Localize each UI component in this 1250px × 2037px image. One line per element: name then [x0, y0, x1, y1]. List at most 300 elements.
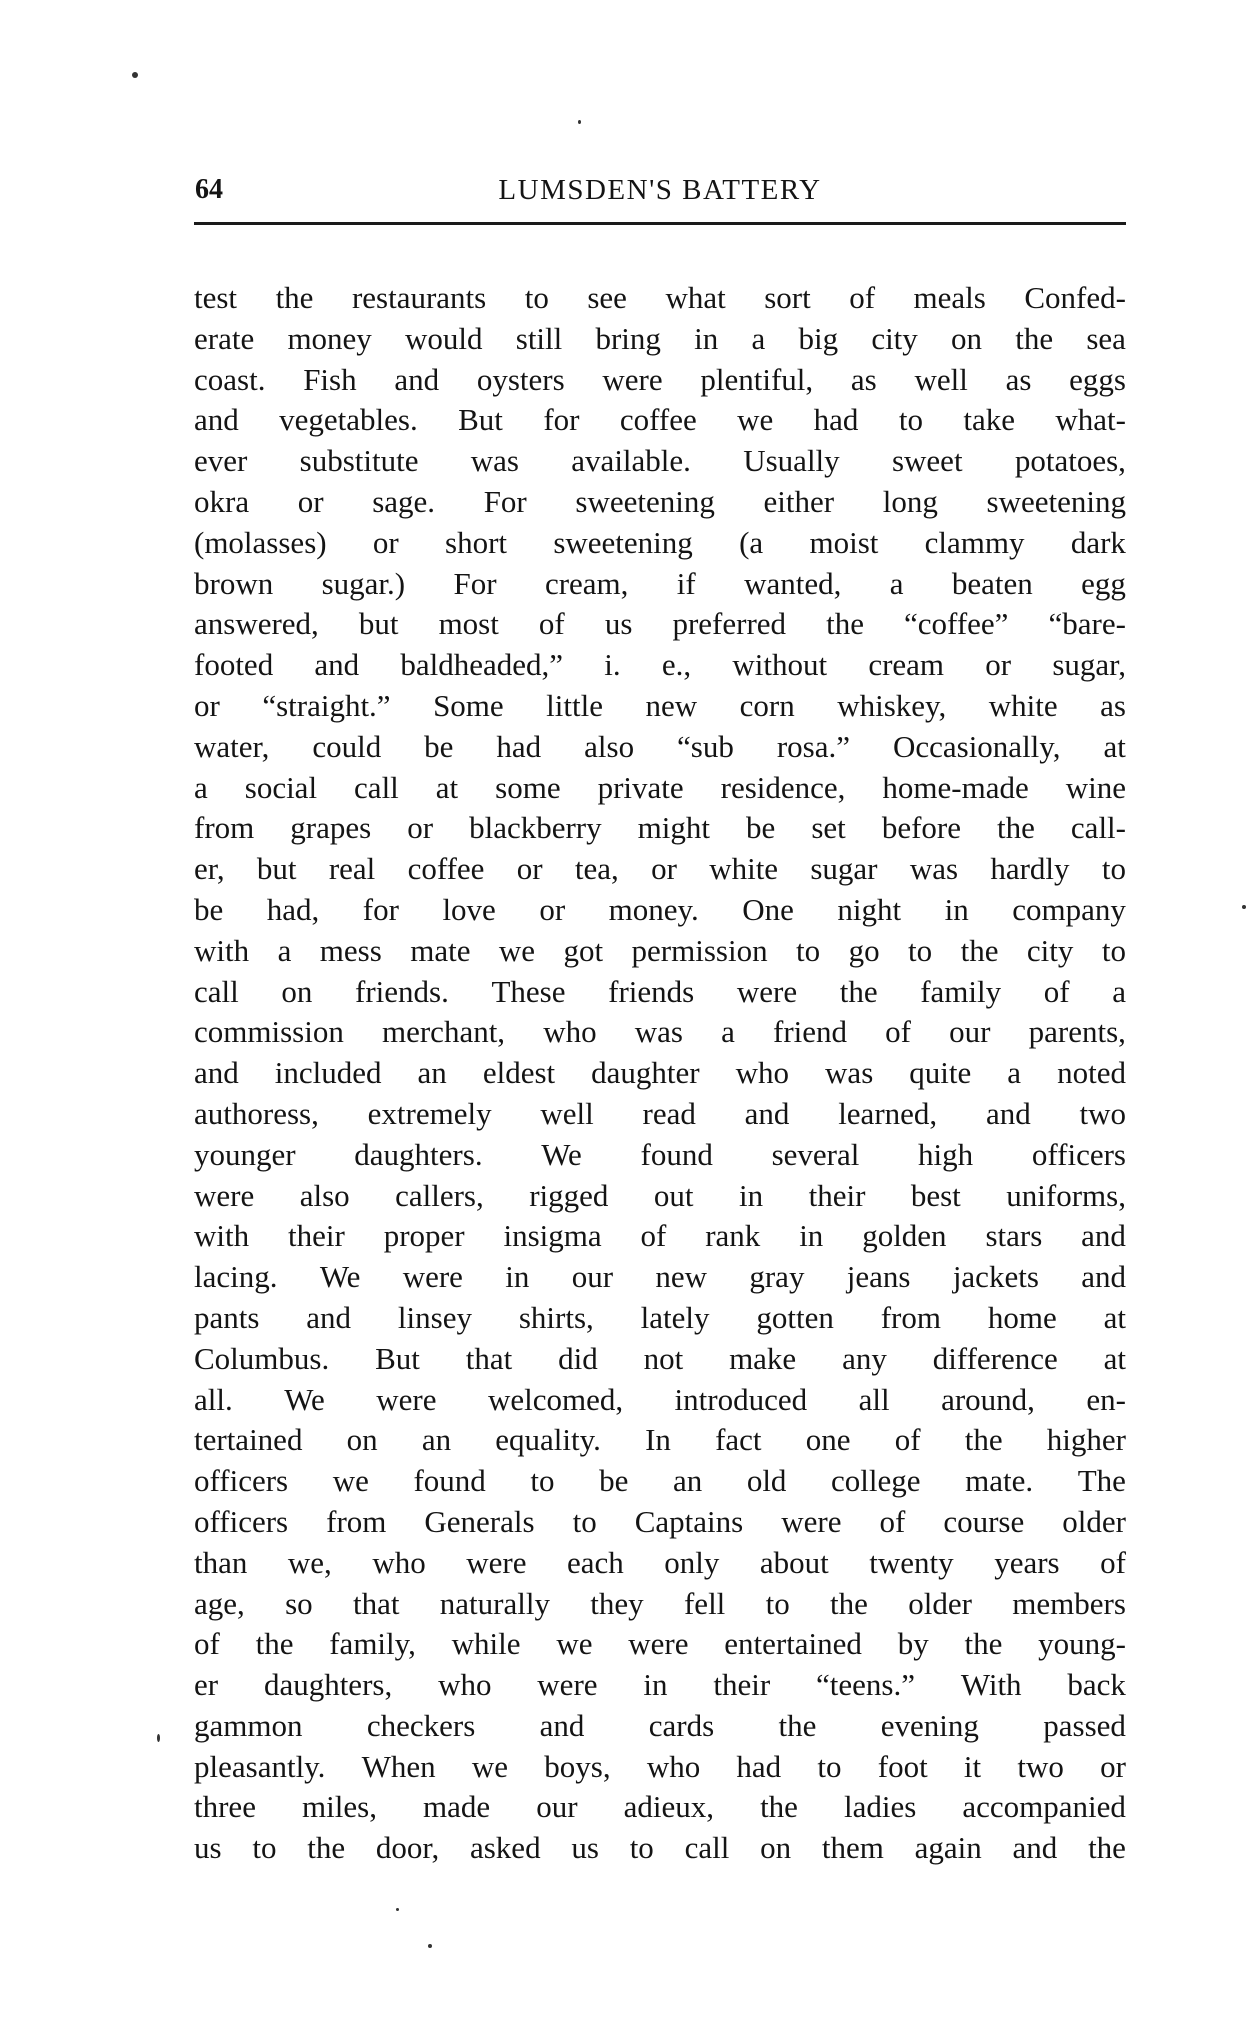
word: insigma — [503, 1218, 602, 1254]
word: meals — [913, 280, 986, 315]
word: we, — [287, 1544, 332, 1580]
word: quite — [909, 1055, 972, 1091]
word: to — [765, 1585, 790, 1621]
word: back — [1067, 1667, 1126, 1703]
word: vegetables. — [279, 402, 418, 438]
text-line — [194, 1380, 1126, 1421]
word: shirts, — [518, 1299, 594, 1335]
word: oysters — [476, 361, 565, 397]
text-line — [194, 523, 1126, 564]
word: who — [372, 1544, 426, 1580]
word: introduced — [674, 1381, 808, 1417]
page-number: 64 — [195, 174, 223, 205]
word: or — [372, 524, 399, 560]
word: sweetening — [575, 483, 715, 519]
word: could — [312, 728, 382, 764]
text-line — [194, 1502, 1126, 1543]
word: again — [914, 1830, 982, 1866]
word: us — [604, 606, 633, 642]
word: city — [871, 320, 918, 356]
word: passed — [1043, 1707, 1126, 1743]
word: to — [530, 1463, 555, 1499]
scan-speck — [396, 1908, 399, 1911]
word: er, — [194, 851, 225, 887]
text-line — [194, 564, 1126, 605]
word: a — [1112, 973, 1126, 1009]
word: us — [571, 1830, 599, 1866]
word: tea, — [574, 851, 619, 887]
word: before — [881, 810, 961, 846]
word: at — [1103, 728, 1126, 764]
word: of — [885, 1014, 911, 1050]
word: substitute — [299, 443, 419, 479]
word: preferred — [672, 606, 787, 642]
word: gammon — [194, 1707, 303, 1743]
word: sweetening — [986, 483, 1126, 519]
word: potatoes, — [1014, 443, 1126, 479]
word: all. — [194, 1381, 233, 1417]
word: at — [435, 769, 459, 805]
word: plentiful, — [700, 361, 814, 397]
word: with — [194, 932, 250, 968]
text-line — [194, 931, 1126, 972]
word: the — [255, 1626, 294, 1662]
word: found — [640, 1136, 713, 1172]
word: they — [590, 1585, 644, 1621]
text-line — [194, 360, 1126, 401]
word: Some — [433, 687, 504, 723]
word: merchant, — [381, 1014, 506, 1050]
word: friends — [608, 973, 695, 1009]
word: would — [405, 320, 483, 356]
word: daughters, — [263, 1667, 393, 1703]
word: naturally — [439, 1585, 550, 1621]
word: sweet — [891, 443, 963, 479]
text-line — [194, 1298, 1126, 1339]
word: For — [483, 483, 527, 519]
word: or — [194, 687, 220, 723]
word: any — [842, 1340, 887, 1376]
word: uniforms, — [1006, 1177, 1126, 1213]
word: who — [438, 1667, 492, 1703]
word: we — [471, 1748, 509, 1784]
word: had — [496, 728, 542, 764]
word: either — [763, 483, 835, 519]
word: money — [287, 320, 372, 356]
running-title: LUMSDEN'S BATTERY — [498, 174, 822, 206]
word: real — [328, 851, 376, 887]
word: we — [737, 402, 774, 438]
text-line — [194, 1543, 1126, 1584]
text-line — [194, 727, 1126, 768]
word: the — [960, 932, 999, 968]
word: night — [837, 891, 902, 927]
word: i. — [604, 647, 621, 683]
word: short — [445, 524, 508, 560]
word: okra — [194, 483, 250, 519]
word: call- — [1070, 810, 1126, 846]
word: and — [1081, 1218, 1126, 1254]
word: permission — [631, 932, 768, 968]
word: “teens.” — [816, 1667, 915, 1703]
word: whiskey, — [837, 687, 947, 723]
word: were — [781, 1503, 842, 1539]
word: well — [914, 361, 968, 397]
word: or — [516, 851, 543, 887]
word: what — [665, 280, 726, 315]
word: jackets — [952, 1259, 1039, 1295]
word: long — [882, 483, 938, 519]
word: a — [277, 932, 292, 968]
word: be — [194, 891, 224, 927]
word: extremely — [367, 1095, 492, 1131]
word: money. — [608, 891, 699, 927]
word: we — [332, 1463, 369, 1499]
text-line — [194, 278, 1126, 319]
word: Fish — [303, 361, 357, 397]
word: were — [194, 1177, 255, 1213]
word: bring — [595, 320, 661, 356]
word: and — [1012, 1830, 1058, 1866]
word: pleasantly. — [194, 1748, 326, 1784]
header-rule — [194, 222, 1126, 225]
word: sage. — [372, 483, 436, 519]
word: coast. — [194, 361, 266, 397]
word: young- — [1038, 1626, 1126, 1662]
word: without — [732, 647, 828, 683]
word: for — [543, 402, 580, 438]
word: who — [543, 1014, 597, 1050]
word: found — [413, 1463, 486, 1499]
word: We — [319, 1259, 361, 1295]
word: got — [563, 932, 604, 968]
word: at — [1103, 1299, 1126, 1335]
word: best — [910, 1177, 961, 1213]
text-line — [194, 1665, 1126, 1706]
word: equality. — [495, 1422, 601, 1458]
word: gray — [749, 1259, 805, 1295]
word: coffee — [619, 402, 697, 438]
word: pants — [194, 1299, 260, 1335]
word: our — [571, 1259, 614, 1295]
word: a — [721, 1014, 735, 1050]
word: big — [798, 320, 839, 356]
word: water, — [194, 728, 270, 764]
text-line — [194, 319, 1126, 360]
word: sugar, — [1052, 647, 1126, 683]
word: an — [672, 1463, 703, 1499]
word: (a — [739, 524, 764, 560]
word: home-made — [882, 769, 1029, 805]
word: out — [653, 1177, 694, 1213]
word: commission — [194, 1014, 344, 1050]
word: in — [505, 1259, 530, 1295]
word: sweetening — [553, 524, 693, 560]
word: egg — [1081, 565, 1126, 601]
word: mate — [410, 932, 471, 968]
word: fell — [683, 1585, 726, 1621]
word: on — [281, 973, 313, 1009]
word: Occasionally, — [892, 728, 1061, 764]
word: checkers — [366, 1707, 476, 1743]
word: One — [742, 891, 794, 927]
word: parents, — [1028, 1014, 1126, 1050]
word: But — [458, 402, 503, 438]
word: “coffee” — [904, 606, 1009, 642]
word: Confed- — [1024, 280, 1126, 315]
word: a — [751, 320, 766, 356]
word: family — [920, 973, 1002, 1009]
text-line — [194, 849, 1126, 890]
word: lately — [640, 1299, 710, 1335]
word: were — [466, 1544, 527, 1580]
word: in — [643, 1667, 668, 1703]
word: and — [194, 1055, 239, 1091]
word: while — [451, 1626, 521, 1662]
word: “straight.” — [262, 687, 391, 723]
word: we — [556, 1626, 593, 1662]
word: was — [634, 1014, 683, 1050]
word: of — [194, 1626, 220, 1662]
word: to — [629, 1830, 654, 1866]
page-header — [195, 170, 1125, 212]
word: proper — [383, 1218, 465, 1254]
word: older — [908, 1585, 972, 1621]
text-line — [194, 482, 1126, 523]
word: their — [808, 1177, 866, 1213]
word: eldest — [482, 1055, 556, 1091]
word: also — [584, 728, 635, 764]
word: corn — [739, 687, 795, 723]
word: linsey — [397, 1299, 472, 1335]
word: the — [307, 1830, 346, 1866]
text-line — [194, 1420, 1126, 1461]
word: of — [1043, 973, 1070, 1009]
word: rigged — [529, 1177, 609, 1213]
word: difference — [932, 1340, 1058, 1376]
word: were — [402, 1259, 463, 1295]
scan-speck — [132, 72, 138, 78]
word: the — [839, 973, 878, 1009]
word: to — [796, 932, 821, 968]
word: for — [362, 891, 399, 927]
word: sugar — [810, 851, 878, 887]
word: were — [537, 1667, 598, 1703]
word: higher — [1046, 1422, 1126, 1458]
word: ladies — [844, 1789, 917, 1825]
word: had — [736, 1748, 782, 1784]
word: moist — [809, 524, 879, 560]
scan-speck — [578, 120, 581, 124]
word: twenty — [869, 1544, 954, 1580]
word: to — [524, 280, 549, 315]
word: younger — [194, 1136, 296, 1172]
word: and — [1081, 1259, 1126, 1295]
text-line — [194, 1094, 1126, 1135]
word: older — [1062, 1503, 1126, 1539]
word: sea — [1086, 320, 1126, 356]
word: several — [771, 1136, 860, 1172]
word: their — [288, 1218, 345, 1254]
word: residence, — [720, 769, 846, 805]
word: er — [194, 1667, 219, 1703]
word: foot — [877, 1748, 928, 1784]
word: were — [376, 1381, 437, 1417]
word: their — [713, 1667, 771, 1703]
text-line — [194, 808, 1126, 849]
text-line — [194, 1747, 1126, 1788]
word: who — [735, 1055, 790, 1091]
word: dark — [1070, 524, 1126, 560]
word: still — [515, 320, 563, 356]
word: with — [194, 1218, 250, 1254]
word: answered, — [194, 606, 319, 642]
word: “sub — [677, 728, 734, 764]
word: be — [424, 728, 454, 764]
word: social — [244, 769, 318, 805]
text-line — [194, 400, 1126, 441]
word: company — [1012, 891, 1126, 927]
word: door, — [375, 1830, 440, 1866]
word: as — [850, 361, 877, 397]
word: make — [729, 1340, 797, 1376]
text-line — [194, 890, 1126, 931]
word: fact — [715, 1422, 762, 1458]
word: our — [536, 1789, 578, 1825]
word: learned, — [838, 1095, 938, 1131]
word: only — [664, 1544, 720, 1580]
word: and — [306, 1299, 352, 1335]
word: When — [361, 1748, 436, 1784]
word: not — [643, 1340, 684, 1376]
text-line — [194, 1257, 1126, 1298]
word: had — [813, 402, 859, 438]
word: Captains — [634, 1503, 744, 1539]
word: eggs — [1069, 361, 1126, 397]
word: cards — [648, 1707, 715, 1743]
word: friends. — [355, 973, 449, 1009]
word: rosa.” — [776, 728, 850, 764]
word: had, — [266, 891, 320, 927]
word: college — [831, 1463, 921, 1499]
word: sugar.) — [321, 565, 406, 601]
word: e., — [661, 647, 692, 683]
word: that — [352, 1585, 400, 1621]
word: call — [354, 769, 399, 805]
word: some — [495, 769, 561, 805]
word: officers — [194, 1463, 289, 1499]
word: love — [442, 891, 496, 927]
text-line — [194, 1787, 1126, 1828]
word: each — [566, 1544, 624, 1580]
word: city — [1026, 932, 1074, 968]
word: family, — [329, 1626, 416, 1662]
word: to — [252, 1830, 277, 1866]
word: or — [297, 483, 324, 519]
word: grapes — [290, 810, 372, 846]
word: take — [963, 402, 1015, 438]
word: at — [1103, 1340, 1126, 1376]
word: to — [1101, 932, 1126, 968]
word: baldheaded,” — [400, 647, 564, 683]
word: restaurants — [351, 280, 487, 315]
word: For — [453, 565, 497, 601]
word: to — [908, 932, 933, 968]
word: mess — [319, 932, 382, 968]
word: blackberry — [469, 810, 602, 846]
word: en- — [1086, 1381, 1126, 1417]
word: of — [894, 1422, 921, 1458]
word: were — [736, 973, 798, 1009]
word: if — [676, 565, 696, 601]
word: in — [738, 1177, 764, 1213]
word: cream, — [544, 565, 629, 601]
word: was — [470, 443, 519, 479]
word: also — [299, 1177, 350, 1213]
text-line — [194, 1828, 1126, 1869]
word: old — [746, 1463, 787, 1499]
word: wanted, — [744, 565, 842, 601]
word: to — [572, 1503, 597, 1539]
word: gotten — [756, 1299, 834, 1335]
word: accompanied — [962, 1789, 1126, 1825]
word: were — [628, 1626, 689, 1662]
word: as — [1100, 687, 1126, 723]
word: jeans — [846, 1259, 911, 1295]
word: to — [898, 402, 923, 438]
word: available. — [571, 443, 691, 479]
text-line — [194, 972, 1126, 1013]
word: wine — [1065, 769, 1126, 805]
word: three — [194, 1789, 256, 1825]
word: them — [821, 1830, 884, 1866]
word: hardly — [990, 851, 1070, 887]
word: the — [826, 606, 864, 642]
word: see — [587, 280, 627, 315]
word: test — [194, 280, 238, 315]
word: boys, — [544, 1748, 611, 1784]
word: two — [1079, 1095, 1126, 1131]
word: an — [421, 1422, 452, 1458]
text-line — [194, 1012, 1126, 1053]
word: private — [597, 769, 684, 805]
text-line — [194, 604, 1126, 645]
word: evening — [880, 1707, 979, 1743]
word: we — [498, 932, 536, 968]
word: on — [951, 320, 983, 356]
word: the — [964, 1422, 1003, 1458]
text-line — [194, 1176, 1126, 1217]
word: With — [960, 1667, 1022, 1703]
word: and — [394, 361, 440, 397]
text-line — [194, 1706, 1126, 1747]
word: us — [194, 1830, 222, 1866]
word: the — [964, 1626, 1003, 1662]
word: in — [799, 1218, 824, 1254]
word: cream — [868, 647, 945, 683]
word: In — [645, 1422, 671, 1458]
word: than — [194, 1544, 248, 1580]
word: and — [985, 1095, 1031, 1131]
word: friend — [773, 1014, 848, 1050]
word: of — [640, 1218, 667, 1254]
word: asked — [469, 1830, 541, 1866]
word: a — [889, 565, 904, 601]
word: miles, — [302, 1789, 377, 1825]
word: The — [1077, 1463, 1126, 1499]
word: lacing. — [194, 1259, 278, 1295]
word: of — [879, 1503, 906, 1539]
